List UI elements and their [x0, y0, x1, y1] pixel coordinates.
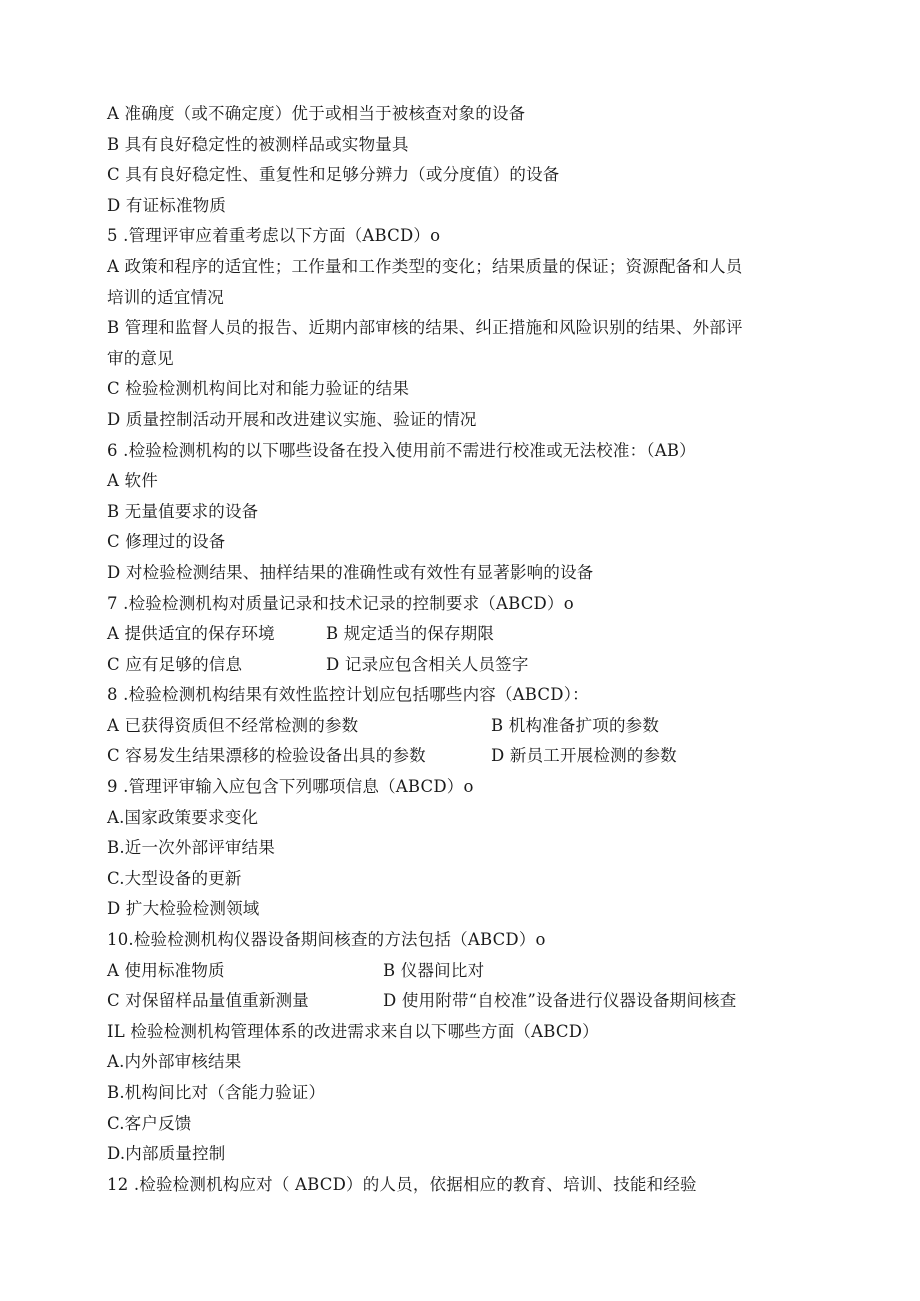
option-line: B.机构间比对（含能力验证） [107, 1083, 326, 1102]
option-cell: B 机构准备扩项的参数 [491, 715, 660, 735]
question-8: 8 .检验检测机构结果有效性监控计划应包括哪些内容（ABCD）： [107, 685, 589, 705]
option-line: C 检验检测机构间比对和能力验证的结果 [107, 379, 410, 399]
option-line: D 对检验检测结果、抽样结果的准确性或有效性有显著影响的设备 [107, 562, 594, 582]
option-row [107, 956, 817, 987]
option-line-continued: 培训的适宜情况 [107, 287, 224, 307]
option-cell: C 对保留样品量值重新测量 [107, 991, 309, 1011]
option-cell: A 使用标准物质 [107, 960, 225, 980]
question-12: 12 .检验检测机构应对（ ABCD）的人员，依据相应的教育、培训、技能和经验 [107, 1174, 697, 1194]
option-line: A 政策和程序的适宜性；工作量和工作类型的变化；结果质量的保证；资源配备和人员 [107, 256, 743, 276]
option-line: A.内外部审核结果 [107, 1052, 242, 1072]
option-cell: A 提供适宜的保存环境 [107, 624, 275, 644]
option-cell: B 规定适当的保存期限 [326, 624, 495, 644]
option-cell: D 记录应包含相关人员签字 [326, 654, 529, 674]
option-line: D 有证标准物质 [107, 195, 227, 215]
option-line: D 扩大检验检测领域 [107, 899, 260, 919]
option-line: B 具有良好稳定性的被测样品或实物量具 [107, 134, 409, 154]
option-line: B 管理和监督人员的报告、近期内部审核的结果、纠正措施和风险识别的结果、外部评 [107, 318, 743, 338]
option-row [107, 741, 817, 772]
option-cell: D 新员工开展检测的参数 [491, 746, 677, 766]
option-row [107, 650, 817, 681]
option-line: D.内部质量控制 [107, 1144, 226, 1164]
option-line: D 质量控制活动开展和改进建议实施、验证的情况 [107, 409, 477, 429]
option-row [107, 619, 817, 650]
option-line: A 软件 [107, 471, 158, 491]
question-5: 5 .管理评审应着重考虑以下方面（ABCD）o [107, 226, 441, 246]
option-cell: D 使用附带“自校准”设备进行仪器设备期间核查 [383, 991, 737, 1011]
option-cell: C 容易发生结果漂移的检验设备出具的参数 [107, 746, 426, 766]
option-line: B 无量值要求的设备 [107, 501, 259, 521]
option-cell: B 仪器间比对 [383, 960, 485, 980]
option-line: C 修理过的设备 [107, 532, 226, 552]
option-line: A.国家政策要求变化 [107, 807, 259, 827]
question-10: 10.检验检测机构仪器设备期间核查的方法包括（ABCD）o [107, 930, 546, 950]
question-9: 9 .管理评审输入应包含下列哪项信息（ABCD）o [107, 777, 474, 797]
document-body [107, 99, 817, 1200]
option-cell: C 应有足够的信息 [107, 654, 243, 674]
option-line: B.近一次外部评审结果 [107, 838, 276, 858]
option-line: C.大型设备的更新 [107, 868, 242, 888]
option-line: A 准确度（或不确定度）优于或相当于被核查对象的设备 [107, 104, 526, 123]
option-row [107, 986, 817, 1017]
option-line: C 具有良好稳定性、重复性和足够分辨力（或分度值）的设备 [107, 165, 560, 185]
option-cell: A 已获得资质但不经常检测的参数 [107, 715, 359, 735]
option-row [107, 711, 817, 742]
option-line-continued: 审的意见 [107, 348, 174, 368]
question-11: IL 检验检测机构管理体系的改进需求来自以下哪些方面（ABCD） [107, 1021, 599, 1041]
option-line: C.客户反馈 [107, 1113, 192, 1133]
question-7: 7 .检验检测机构对质量记录和技术记录的控制要求（ABCD）o [107, 593, 574, 613]
question-6: 6 .检验检测机构的以下哪些设备在投入使用前不需进行校准或无法校准：（AB） [107, 440, 696, 460]
